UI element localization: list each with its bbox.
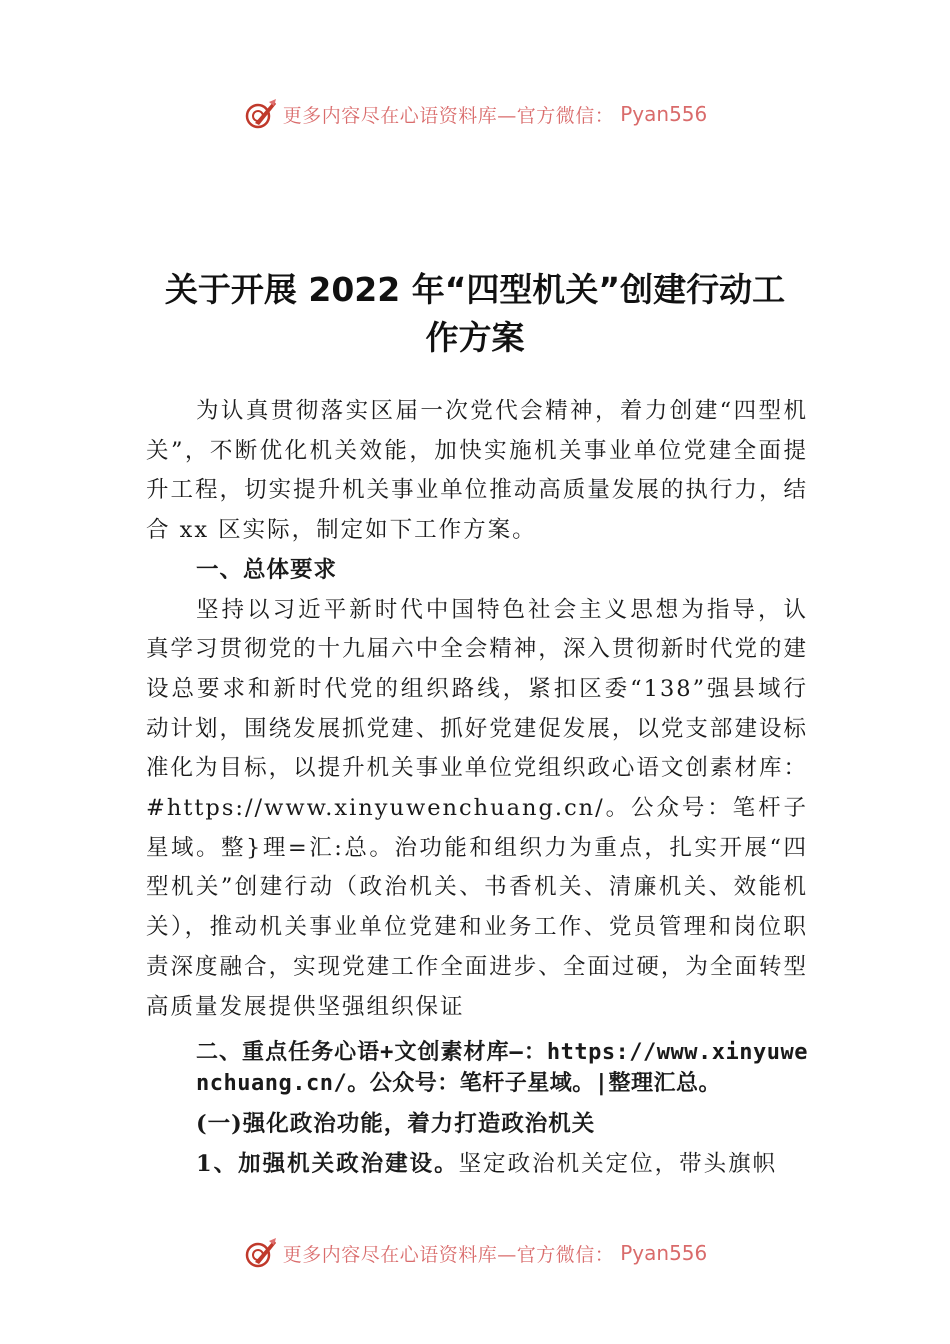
quill-logo-icon — [243, 1235, 279, 1271]
document-body — [146, 392, 808, 1185]
quill-logo-icon — [243, 96, 279, 132]
title-line-2: 作方案 — [425, 318, 525, 357]
title-line-1: 关于开展 2022 年“四型机关”创建行动工 — [164, 270, 786, 309]
banner-text: 更多内容尽在心语资料库—官方微信： — [282, 104, 615, 127]
item-1-lead: 1、加强机关政治建设。 — [196, 1150, 459, 1177]
section-1-paragraph: 坚持以习近平新时代中国特色社会主义思想为指导，认真学习贯彻党的十九届六中全会精神，深入贯彻新时代党的建设总要求和新时代党的组织路线，紧扣区委“138”强县域行动计划，围绕发展抓党建、抓好党建促发展，以党支部建设标准化为目标，以提升机关事业单位党组织政心语文创素材库：#https://www.xinyuwenchuang.cn/。公众号：笔杆子星域。整}理=汇:总。治功能和组织力为重点，扎实开展“四型机关”创建行动（政治机关、书香机关、清廉机关、效能机关），推动机关事业单位党建和业务工作、党员管理和岗位职责深度融合，实现党建工作全面进步、全面过硬，为全面转型高质量发展提供坚强组织保证 — [146, 596, 808, 1020]
banner-text: 更多内容尽在心语资料库—官方微信： — [282, 1243, 615, 1266]
item-1-paragraph — [146, 1145, 808, 1185]
section-1-heading: 一、总体要求 — [196, 556, 338, 583]
intro-paragraph: 为认真贯彻落实区届一次党代会精神，着力创建“四型机关”，不断优化机关效能，加快实施机关事业单位党建全面提升工程，切实提升机关事业单位推动高质量发展的执行力，结合 xx 区实际，制定如下工作方案。 — [146, 398, 808, 544]
item-1-text: 坚定政治机关定位，带头旗帜 — [458, 1150, 778, 1177]
section-2-heading: 二、重点任务心语+文创素材库—：https://www.xinyuwenchuang.cn/。公众号：笔杆子星域。|整理汇总。 — [196, 1040, 808, 1097]
banner-wechat-id: Pyan556 — [620, 102, 708, 126]
subsection-1-heading: (一)强化政治功能，着力打造政治机关 — [196, 1111, 596, 1138]
banner-wechat-id: Pyan556 — [620, 1241, 708, 1265]
footer-watermark-banner — [0, 1231, 950, 1275]
header-watermark-banner — [0, 92, 950, 136]
document-title — [120, 266, 830, 362]
